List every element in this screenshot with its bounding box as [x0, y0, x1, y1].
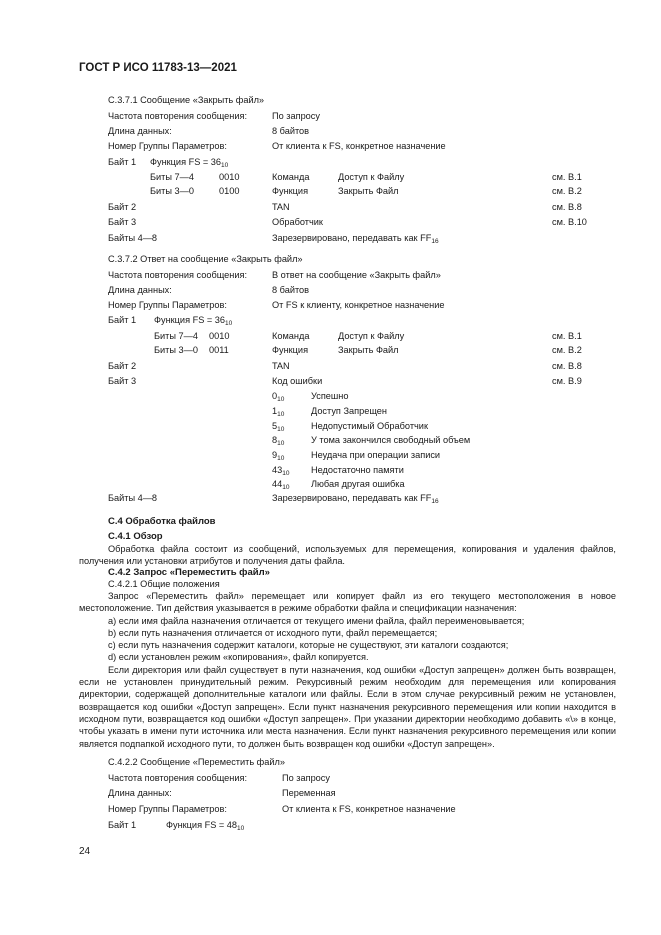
- length-value: 8 байтов: [272, 285, 310, 295]
- error-code: $44_{10}$: [272, 479, 290, 491]
- section-title-c41: С.4.1 Обзор: [108, 531, 163, 542]
- byte3-label: Байт 3: [108, 217, 137, 227]
- bits-3-0-value: 0100: [219, 186, 240, 196]
- reference: см. В.10: [552, 217, 587, 227]
- list-item-c: c) если путь назначения содержит каталоги, которые не существуют, эти каталоги создаются;: [108, 640, 509, 651]
- page-number: 24: [79, 846, 91, 857]
- function-value: Функция FS = $36_{10}$: [154, 315, 233, 327]
- list-item-d: d) если установлен режим «копирования», файл копируется.: [108, 652, 369, 663]
- tan-label: TAN: [272, 202, 290, 212]
- list-item-a: а) если имя файла назначения отличается от текущего имени файла, файл переименовывается;: [108, 615, 525, 626]
- function-name: Закрыть Файл: [338, 345, 399, 355]
- error-text: Недопустимый Обработчик: [311, 421, 428, 431]
- handler-label: Обработчик: [272, 217, 323, 227]
- section-title-c371: С.3.7.1 Сообщение «Закрыть файл»: [108, 95, 265, 105]
- byte3-label: Байт 3: [108, 376, 137, 386]
- bits-7-4-label: Биты 7—4: [150, 172, 194, 182]
- section-title-c422: С.4.2.2 Сообщение «Переместить файл»: [108, 757, 285, 767]
- paragraph-overview: Обработка файла состоит из сообщений, используемых для перемещения, копирования и удаления файлов, получения или установки атрибутов и получения даты файла.: [79, 544, 616, 567]
- reference: см. В.1: [552, 172, 582, 182]
- section-title-c42: С.4.2 Запрос «Переместить файл»: [108, 567, 270, 578]
- body-text-block: [79, 590, 616, 750]
- byte1-label: Байт 1: [108, 820, 137, 830]
- length-value: Переменная: [282, 788, 336, 798]
- error-text: Доступ Запрещен: [311, 406, 387, 416]
- error-text: Любая другая ошибка: [311, 479, 405, 489]
- error-text: Недостаточно памяти: [311, 465, 404, 475]
- function-label: Функция: [272, 186, 309, 196]
- paragraph-move-request: Запрос «Переместить файл» перемещает или копирует файл из его текущего местоположения в новое местоположение. Тип действия указывается в режиме обработки файла и спецификации назначения:: [79, 591, 616, 614]
- error-code: $43_{10}$: [272, 465, 290, 477]
- bits-7-4-value: 0010: [219, 172, 240, 182]
- pgn-value: От клиента к FS, конкретное назначение: [282, 804, 456, 814]
- bytes-4-8-label: Байты 4—8: [108, 233, 158, 243]
- length-label: Длина данных:: [108, 285, 172, 295]
- reference: см. В.2: [552, 186, 582, 196]
- bits-3-0-value: 0011: [209, 345, 229, 355]
- bits-3-0-label: Биты 3—0: [150, 186, 194, 196]
- paragraph-access-denied: Если директория или файл существует в пути назначения, код ошибки «Доступ запрещен» должен быть возвращен, если не установлен принудительный режим. Рекурсивный режим необходим для перемещения или копирования директории, содержащей дополнительные каталоги или файлы. Если в этом случае рекурсивный режим не установлен, возвращается код ошибки «Доступ запрещен». Если пункт назначения рекурсивного перемещения или копии находится в исходном пути, возвращается код ошибки «Доступ запрещен». При указании директории необходимо добавить «\» в конце, чтобы указать в имени пути источника или места назначения. Если пункт назначения рекурсивного перемещения или копии является подпапкой исходного пути, то должен быть возвращен код ошибки «Доступ запрещен».: [79, 664, 616, 749]
- document-header: ГОСТ Р ИСО 11783-13—2021: [79, 62, 237, 74]
- freq-label: Частота повторения сообщения:: [108, 111, 248, 121]
- pgn-value: От FS к клиенту, конкретное назначение: [272, 300, 445, 310]
- command-value: Доступ к Файлу: [338, 331, 405, 341]
- error-code: $0_{10}$: [272, 391, 285, 403]
- error-text: У тома закончился свободный объем: [311, 435, 471, 445]
- freq-value: По запросу: [272, 111, 320, 121]
- length-label: Длина данных:: [108, 126, 172, 136]
- reference: см. В.8: [552, 361, 582, 371]
- bits-3-0-label: Биты 3—0: [154, 345, 198, 355]
- freq-label: Частота повторения сообщения:: [108, 773, 248, 783]
- function-value: Функция FS = $36_{10}$: [150, 157, 229, 169]
- length-value: 8 байтов: [272, 126, 310, 136]
- function-label: Функция: [272, 345, 309, 355]
- error-text: Неудача при операции записи: [311, 450, 441, 460]
- tan-label: TAN: [272, 361, 290, 371]
- freq-value: По запросу: [282, 773, 330, 783]
- reference: см. В.1: [552, 331, 582, 341]
- command-value: Доступ к Файлу: [338, 172, 405, 182]
- pgn-label: Номер Группы Параметров:: [108, 300, 227, 310]
- reserved-text: Зарезервировано, передавать как $FF_{16}$: [272, 493, 439, 505]
- function-value: Функция FS = $48_{10}$: [166, 820, 245, 832]
- error-text: Успешно: [311, 391, 349, 401]
- freq-label: Частота повторения сообщения:: [108, 270, 248, 280]
- error-code: $1_{10}$: [272, 406, 285, 418]
- error-code: $8_{10}$: [272, 435, 285, 447]
- reference: см. В.9: [552, 376, 582, 386]
- list-item-b: b) если путь назначения отличается от исходного пути, файл перемещается;: [108, 627, 438, 638]
- error-code: $9_{10}$: [272, 450, 285, 462]
- section-title-c4: С.4 Обработка файлов: [108, 516, 216, 527]
- byte1-label: Байт 1: [108, 157, 137, 167]
- freq-value: В ответ на сообщение «Закрыть файл»: [272, 270, 441, 280]
- reserved-text: Зарезервировано, передавать как $FF_{16}$: [272, 233, 439, 245]
- byte2-label: Байт 2: [108, 361, 137, 371]
- pgn-label: Номер Группы Параметров:: [108, 804, 227, 814]
- error-code-label: Код ошибки: [272, 376, 323, 386]
- error-code: $5_{10}$: [272, 421, 285, 433]
- byte1-label: Байт 1: [108, 315, 137, 325]
- reference: см. В.8: [552, 202, 582, 212]
- pgn-value: От клиента к FS, конкретное назначение: [272, 141, 446, 151]
- reference: см. В.2: [552, 345, 582, 355]
- section-title-c372: С.3.7.2 Ответ на сообщение «Закрыть файл»: [108, 254, 303, 264]
- byte2-label: Байт 2: [108, 202, 137, 212]
- bits-7-4-value: 0010: [209, 331, 230, 341]
- function-name: Закрыть Файл: [338, 186, 399, 196]
- command-label: Команда: [272, 172, 310, 182]
- pgn-label: Номер Группы Параметров:: [108, 141, 227, 151]
- bytes-4-8-label: Байты 4—8: [108, 493, 158, 503]
- command-label: Команда: [272, 331, 310, 341]
- section-title-c421: С.4.2.1 Общие положения: [108, 579, 220, 589]
- length-label: Длина данных:: [108, 788, 172, 798]
- bits-7-4-label: Биты 7—4: [154, 331, 198, 341]
